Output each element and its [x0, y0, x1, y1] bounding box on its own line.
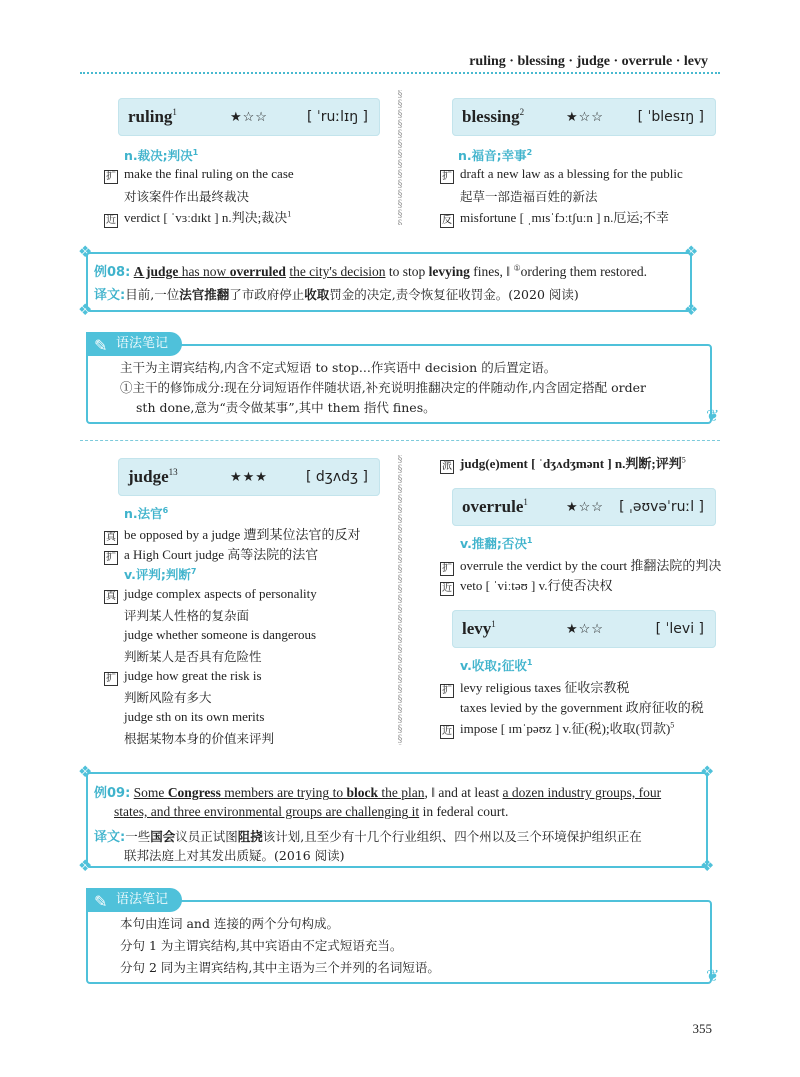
example-translation: 译文:目前,一位法官推翻了市政府停止收取罚金的决定,责令恢复征收罚金。(2020 阅读) [94, 287, 579, 303]
headword: judge$^{13}$ [128, 467, 178, 486]
word-card-levy [452, 610, 716, 648]
ornament-icon: ❖ [78, 762, 93, 781]
headword: levy$^1$ [462, 619, 496, 638]
example-sentence: 例08: A judge has now overruled the city's decision to stop levying fines, ‖ ①ordering them restored. [94, 263, 647, 280]
tag-extend: 扩 [442, 685, 452, 696]
collocation: 扩 draft a new law as a blessing for the public [442, 166, 683, 182]
phonetic: [ ˈlevi ] [655, 621, 704, 637]
collocation: judge sth on its own merits [124, 709, 265, 724]
translation: 判断风险有多大 [124, 690, 212, 705]
note-line: 主干为主谓宾结构,内含不定式短语 to stop...作宾语中 decision 的后置定语。 [120, 360, 557, 375]
part-of-speech: v.收取;征收$^1$ [460, 657, 533, 673]
frequency-stars: ★☆☆ [566, 499, 604, 514]
example-box-08 [86, 252, 692, 312]
note-line: ①主干的修饰成分:现在分词短语作伴随状语,补充说明推翻决定的伴随动作,内含固定搭配 order [120, 380, 647, 395]
part-of-speech: v.推翻;否决$^1$ [460, 535, 533, 551]
headword: ruling$^1$ [128, 107, 177, 126]
tag-extend: 扩 [442, 563, 452, 574]
collocation: 扩 overrule the verdict by the court 推翻法院的判决 [442, 558, 722, 574]
collocation: judge whether someone is dangerous [124, 627, 317, 642]
grammar-note-header: ✎ 语法笔记 [86, 332, 182, 356]
tag-real: 真 [106, 532, 116, 543]
tag-near: 近 [106, 215, 116, 226]
tag-antonym: 反 [442, 215, 452, 226]
phonetic: [ ˌəʊvəˈruːl ] [619, 499, 704, 515]
note-line: 分句 1 为主谓宾结构,其中宾语由不定式短语充当。 [120, 938, 403, 953]
tag-extend: 扩 [442, 171, 452, 182]
translation: 判断某人是否具有危险性 [124, 649, 262, 664]
collocation: 真 judge complex aspects of personality [106, 586, 317, 602]
ornament-icon: ❖ [78, 300, 93, 319]
translation: 起草一部造福百姓的新法 [460, 189, 598, 204]
synonym: 近 verdict [ ˈvɜːdɪkt ] n.判决;裁决$^1$ [106, 209, 292, 226]
headword: blessing$^2$ [462, 107, 525, 126]
collocation: 扩 a High Court judge 高等法院的法官 [106, 547, 319, 563]
ornament-icon: ❖ [78, 856, 93, 875]
antonym: 反 misfortune [ ˌmɪsˈfɔːtʃuːn ] n.厄运;不幸 [442, 210, 670, 226]
frequency-stars: ★★★ [230, 469, 268, 484]
synonym: 近 impose [ ɪmˈpəʊz ] v.征(税);收取(罚款)$^5$ [442, 720, 675, 737]
tag-extend: 扩 [106, 673, 116, 684]
vine-divider-bottom [397, 455, 403, 745]
tag-near: 近 [442, 583, 452, 594]
word-card-judge [118, 458, 380, 496]
part-of-speech: n.裁决;判决$^1$ [124, 147, 199, 163]
note-line: sth done,意为“责令做某事”,其中 them 指代 fines。 [136, 400, 436, 415]
note-line: 分句 2 同为主谓宾结构,其中主语为三个并列的名词短语。 [120, 960, 440, 975]
running-header: ruling · blessing · judge · overrule · levy [469, 54, 708, 69]
word-card-ruling [118, 98, 380, 136]
pen-icon: ✎ [94, 892, 108, 911]
section-divider [80, 440, 720, 441]
frequency-stars: ★☆☆ [566, 109, 604, 124]
ornament-icon: ❖ [78, 242, 93, 261]
translation: 对该案件作出最终裁决 [124, 189, 250, 204]
ornament-icon: ❦ [706, 406, 720, 425]
note-line: 本句由连词 and 连接的两个分句构成。 [120, 916, 339, 931]
collocation: 扩 make the final ruling on the case [106, 166, 294, 182]
frequency-stars: ★☆☆ [566, 621, 604, 636]
ornament-icon: ❖ [684, 242, 699, 261]
part-of-speech: n.福音;幸事$^2$ [458, 147, 533, 163]
collocation: taxes levied by the government 政府征收的税 [460, 700, 704, 715]
pen-icon: ✎ [94, 336, 108, 355]
collocation: 扩 judge how great the risk is [106, 668, 262, 684]
tag-extend: 扩 [106, 552, 116, 563]
ornament-icon: ❦ [706, 966, 720, 985]
example-sentence-cont: states, and three environmental groups are challenging it in federal court. [114, 804, 509, 819]
example-translation-cont: 联邦法庭上对其发出质疑。(2016 阅读) [124, 848, 345, 863]
collocation: 扩 levy religious taxes 征收宗教税 [442, 680, 630, 696]
ornament-icon: ❖ [700, 762, 715, 781]
example-sentence: 例09: Some Congress members are trying to block the plan, ‖ and at least a dozen industry groups, four [94, 785, 662, 801]
phonetic: [ ˈruːlɪŋ ] [307, 109, 368, 125]
frequency-stars: ★☆☆ [230, 109, 268, 124]
word-card-blessing [452, 98, 716, 136]
synonym: 近 veto [ ˈviːtəʊ ] v.行使否决权 [442, 578, 613, 594]
headword: overrule$^1$ [462, 497, 528, 516]
header-rule [80, 72, 720, 74]
translation: 根据某物本身的价值来评判 [124, 731, 275, 746]
tag-extend: 扩 [106, 171, 116, 182]
example-translation: 译文:一些国会议员正试图阻挠该计划,且至少有十几个行业组织、四个州以及三个环境保护组织正在 [94, 829, 642, 845]
tag-real: 真 [106, 591, 116, 602]
example-box-09 [86, 772, 708, 868]
vine-divider-top [397, 90, 403, 225]
tag-near: 近 [442, 726, 452, 737]
ornament-icon: ❖ [684, 300, 699, 319]
word-card-overrule [452, 488, 716, 526]
collocation: 真 be opposed by a judge 遭到某位法官的反对 [106, 527, 361, 543]
grammar-note-header: ✎ 语法笔记 [86, 888, 182, 912]
part-of-speech: v.评判;判断$^7$ [124, 566, 197, 582]
phonetic: [ dʒʌdʒ ] [305, 469, 368, 485]
derived-word: 派 judg(e)ment [ ˈdʒʌdʒmənt ] n.判断;评判$^5$ [442, 455, 686, 472]
page-number: 355 [692, 1021, 712, 1036]
part-of-speech: n.法官$^6$ [124, 505, 169, 521]
ornament-icon: ❖ [700, 856, 715, 875]
translation: 评判某人性格的复杂面 [124, 608, 250, 623]
tag-derived: 派 [442, 461, 452, 472]
phonetic: [ ˈblesɪŋ ] [637, 109, 704, 125]
